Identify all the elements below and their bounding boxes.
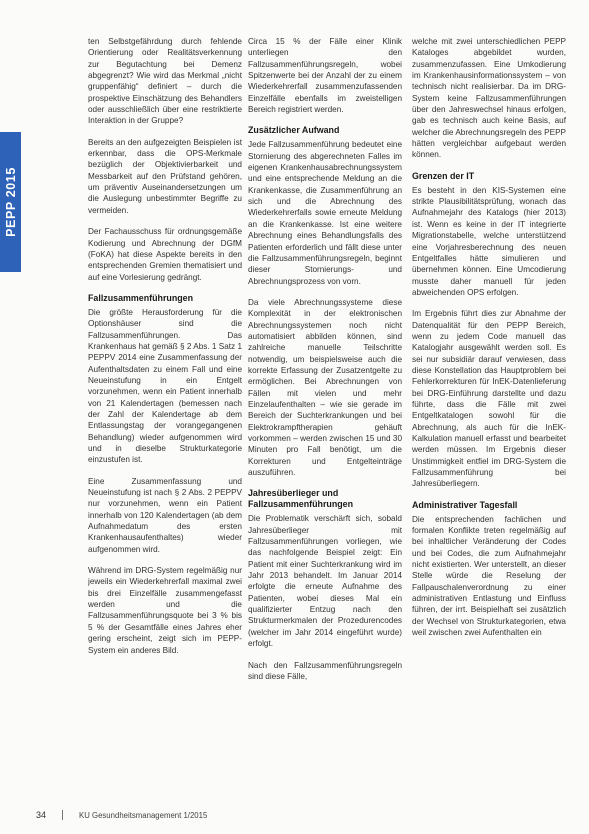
section-tab-label: PEPP 2015 xyxy=(3,167,18,237)
body-paragraph: Im Ergebnis führt dies zur Abnahme der Datenqualität für den PEPP Bereich, wenn zu jedem Code manuell das Katalogjahr ausgewählt werden soll. Es sei nur subsidiär darauf verwiesen, dass diese Konstellation das Hauptproblem bei Fehlerkorrekturen für InEK-Datenlieferung bei DRG-Einführung darstellte und dazu führte, dass die Fälle mit zwei Entgeltkatalogen sowohl für die Abrechnung, als auch für die InEK-Kalkulation manuell erfasst und bearbeitet werden müssen. Im Ergebnis dieser Unstimmigkeit entfiel im DRG-System die Fallzusammenführung bei Jahresüberliegern. xyxy=(412,309,566,489)
body-paragraph: Der Fachausschuss für ordnungsgemäße Kodierung und Abrechnung der DGfM (FoKA) hat diese Aspekte bereits in den entsprechenden Gremien thematisiert und auf eine Vorlesierung gedrängt. xyxy=(88,227,242,282)
text-column-2 xyxy=(248,36,402,778)
section-tab xyxy=(0,132,21,272)
body-paragraph: Da viele Abrechnungssysteme diese Komplexität in der elektronischen Abrechnungssystemen noch nicht automatisiert abbilden können, sind zahlreiche manuelle Teilschritte notwendig, um beispielsweise auch die korrekte Erfassung der Zusatzentgelte zu ermöglichen. Bei Abrechnungen von Fällen mit vielen und mehr Einzelaufenthalten – wie sie gerade im Bereich der Suchterkrankungen und bei Elektrokrampftherapien gehäuft vorkommen – werden zwischen 15 und 30 Minuten pro Fall benötigt, um die Korrekturen und Entgelteinträge auszuführen. xyxy=(248,297,402,478)
body-paragraph: Jede Fallzusammenführung bedeutet eine Stornierung des abgerechneten Falles im eigenen Krankenhausabrechnungssystem und eine entsprechende Meldung an die Krankenkasse, die Zusammenführung an sich und die Abrechnung des Wiederkehrerfalls sowie erneute Meldung an die Krankenkasse. Ist eine weitere Abrechnung eines Behandlungsfalls des Patienten erforderlich und fällt diese unter die Fallzusammenführungsregeln, beginnt dieser Stornierungs- und Abrechnungsprozess von vorn. xyxy=(248,140,402,286)
body-paragraph: Bereits an den aufgezeigten Beispielen ist erkennbar, dass die OPS-Merkmale bezüglich der Objektivierbarkeit und Messbarkeit auf den Prüfstand gehören, um präventiv Auseinandersetzungen um die Auslegung unbestimmter Begriffe zu vermeiden. xyxy=(88,137,242,215)
section-heading: Administrativer Tagesfall xyxy=(412,499,518,510)
body-paragraph: Die größte Herausforderung für die Optionshäuser sind die Fallzusammenführungen. Das Krankenhaus hat gemäß § 2 Abs. 1 Satz 1 PEPPV 2014 eine Zusammenfassung der Aufenthaltsdaten zu einem Fall und eine Neueinstufung in ein Entgelt vorzunehmen, wenn ein Patient innerhalb von 21 Kalendertagen (bemessen nach der Zahl der Kalendertage ab dem Entlassungstag der vorangegangenen Behandlung) wieder aufgenommen wird und in dieselbe Strukturkategorie einzustufen ist. xyxy=(88,307,242,465)
page-footer xyxy=(36,810,207,820)
section-heading: Zusätzlicher Aufwand xyxy=(248,125,340,136)
section-heading: Jahresüberlieger und Fallzusammenführungen xyxy=(248,488,354,510)
body-paragraph: Die Problematik verschärft sich, sobald Jahresüberlieger mit Fallzusammenführungen vorliegen, wie das nachfolgende Beispiel zeigt: Ein Patient mit einer Suchterkrankung wird im Jahr 2013 behandelt. Im Januar 2014 erfolgte die erneute Aufnahme des Patienten, wobei dieses Mal ein qualifizierter Entzug nach den Strukturmerkmalen der Prozedurencodes (welcher im Jahr 2014 eingeführt wurde) erfolgt. xyxy=(248,514,402,649)
body-paragraph: ten Selbstgefährdung durch fehlende Orientierung oder Realitätsverkennung zur Begutachtung bei Demenz abgegrenzt? Wie wird das Merkmal „nicht gruppenfähig“ definiert – durch die prospektive Einschätzung des Behandlers oder ausschließlich über eine restriktierte Interaktion in der Gruppe? xyxy=(88,37,242,126)
section-heading: Grenzen der IT xyxy=(412,170,475,181)
body-paragraph: Circa 15 % der Fälle einer Klinik unterliegen den Fallzusammenführungsregeln, wobei Spitzenwerte bei der Anzahl der zu einem Wiederkehrerfall zusammenzufassenden Einzelfälle ebenfalls im zweistelligen Bereich registriert werden. xyxy=(248,37,402,115)
body-paragraph: Eine Zusammenfassung und Neueinstufung ist nach § 2 Abs. 2 PEPPV nur vorzunehmen, wenn ein Patient innerhalb von 120 Kalendertagen (ab dem Aufnahmedatum des ersten Krankenhausaufenthaltes) wieder aufgenommen wird. xyxy=(88,476,242,554)
footer-divider xyxy=(62,810,63,820)
body-paragraph: Nach den Fallzusammenführungsregeln sind diese Fälle, xyxy=(248,660,402,681)
journal-name: KU Gesundheitsmanagement 1/2015 xyxy=(79,810,208,820)
page-number: 34 xyxy=(36,810,47,820)
text-column-1 xyxy=(88,36,242,778)
section-heading: Fallzusammenführungen xyxy=(88,292,194,303)
text-column-3 xyxy=(412,36,566,778)
body-paragraph: Die entsprechenden fachlichen und formalen Konflikte treten regelmäßig auf bei inhaltlicher Veränderung der Codes und bei Codes, die zum Aufnahmejahr nicht existierten. Wer unterstellt, an dieser Stelle würde die Reselung der Fallpauschalenverordnung zu einer administrativen Entlastung und Einfluss führen, der irrt. Beispielhaft sei zusätzlich der Wechsel von Strukturkategorien, etwa weil zwischen zwei Aufenthalten ein xyxy=(412,514,566,638)
body-paragraph: welche mit zwei unterschiedlichen PEPP Kataloges abgebildet wurden, zusammenzufassen. Eine Umkodierung im Krankenhausinformationssystem – von technisch nicht realisierbar. Da im DRG-System keine Fallzusammenführungen über den Jahreswechsel hinaus erfolgen, gab es technisch auch keine Basis, auf welcher die Abrechnungsregeln des PEPP hätten vergleichbar aufgebaut werden können. xyxy=(412,37,566,160)
body-paragraph: Während im DRG-System regelmäßig nur jeweils ein Wiederkehrerfall maximal zwei bis drei Einzelfälle zusammengefasst werden und die Fallzusammenführungsquote bei 3 % bis 5 % der Gesamtfälle eines Jahres eher gering erscheint, zeigt sich im PEPP-System ein anderes Bild. xyxy=(88,566,242,655)
body-paragraph: Es besteht in den KIS-Systemen eine strikte Plausibilitätsprüfung, wonach das Aufnahmejahr des Katalogs (hier 2013) ist. Wenn es keine in der IT integrierte Migrationstabelle, welche unterstützend eine Vorjahresberechnung des neuen Entgeltfalles hätte simulieren und übernehmen können. Eine Umcodierung musste daher manuell für jeden abweichenden OPS erfolgen. xyxy=(412,185,566,297)
